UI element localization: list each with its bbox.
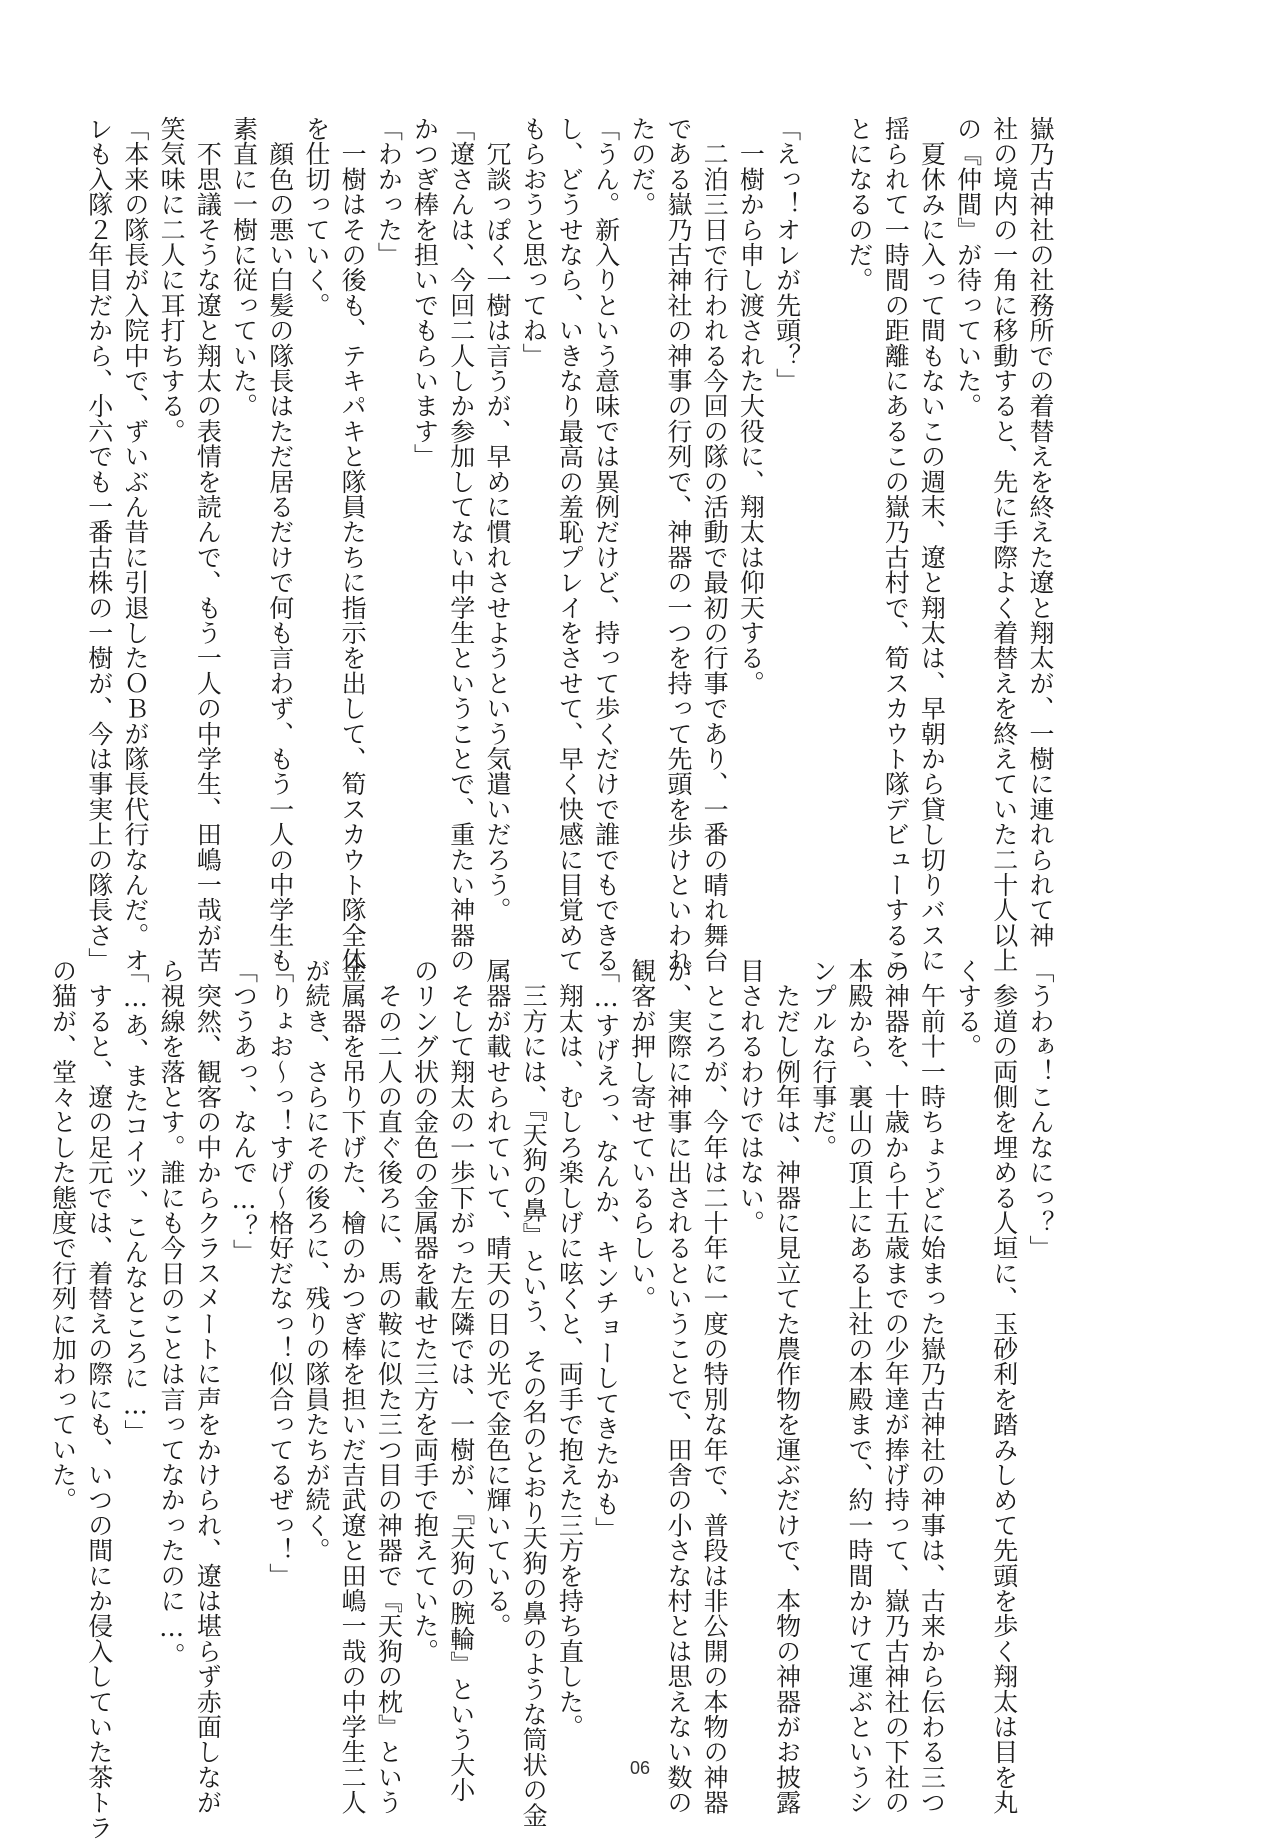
text-line: を仕切っていく。 <box>301 116 331 318</box>
text-line: 冗談っぽく一樹は言うが、早めに慣れさせようという気遣いだろう。 <box>482 116 512 923</box>
text-line: 「わかった」 <box>374 116 404 268</box>
text-line: の猫が、堂々とした態度で行列に加わっていた。 <box>48 958 78 1513</box>
text-line: 参道の両側を埋める人垣に、玉砂利を踏みしめて先頭を歩く翔太は目を丸 <box>989 958 1019 1815</box>
text-line: 一樹から申し渡された大役に、翔太は仰天する。 <box>736 116 766 696</box>
text-line: 素直に一樹に従っていた。 <box>229 116 259 419</box>
text-line: 午前十一時ちょうどに始まった嶽乃古神社の神事は、古来から伝わる三つ <box>917 958 947 1815</box>
text-line: 「本来の隊長が入院中で、ずいぶん昔に引退したＯＢが隊長代行なんだ。オ <box>120 116 150 973</box>
text-line: 三方には、『天狗の鼻』という、その名のとおり天狗の鼻のような筒状の金 <box>519 958 549 1828</box>
text-line: が続き、さらにその後ろに、残りの隊員たちが続く。 <box>301 958 331 1563</box>
text-line: 揺られて一時間の距離にあるこの嶽乃古村で、筍スカウト隊デビューするこ <box>881 116 911 973</box>
text-line: 不思議そうな遼と翔太の表情を読んで、もう一人の中学生、田嶋一哉が苦 <box>193 116 223 973</box>
text-line: 社の境内の一角に移動すると、先に手際よく着替えを終えていた二十人以上 <box>989 116 1019 973</box>
text-line: ンプルな行事だ。 <box>808 958 838 1160</box>
text-line: 「つうあっ、なんで…？」 <box>229 958 259 1265</box>
text-line: かつぎ棒を担いでもらいます」 <box>410 116 440 469</box>
text-line: とになるのだ。 <box>844 116 874 293</box>
text-line: 突然、観客の中からクラスメートに声をかけられ、遼は堪らず赤面しなが <box>193 958 223 1815</box>
text-line: 「遼さんは、今回二人しか参加してない中学生ということで、重たい神器の <box>446 116 476 973</box>
text-line: 一樹はその後も、テキパキと隊員たちに指示を出して、筍スカウト隊全体 <box>338 116 368 973</box>
text-line: ただし例年は、神器に見立てた農作物を運ぶだけで、本物の神器がお披露 <box>772 958 802 1815</box>
text-line: レも入隊２年目だから、小六でも一番古株の一樹が、今は事実上の隊長さ」 <box>84 116 114 973</box>
text-line: の『仲間』が待っていた。 <box>953 116 983 419</box>
text-line: し、どうせなら、いきなり最高の羞恥プレイをさせて、早く快感に目覚めて <box>555 116 585 973</box>
text-line: 「えっ！オレが先頭？」 <box>772 116 802 394</box>
text-line: 「うん。新入りという意味では異例だけど、持って歩くだけで誰でもできる <box>591 116 621 973</box>
text-line: そして翔太の一歩下がった左隣では、一樹が、『天狗の腕輪』という大小 <box>446 958 476 1803</box>
text-line: 顔色の悪い白髪の隊長はただ居るだけで何も言わず、もう一人の中学生も <box>265 116 295 973</box>
text-line: たのだ。 <box>627 116 657 217</box>
text-line: 本殿から、裏山の頂上にある上社の本殿まで、約一時間かけて運ぶというシ <box>844 958 874 1815</box>
page-number: 06 <box>629 1758 651 1778</box>
text-line: のリング状の金色の金属器を載せた三方を両手で抱えていた。 <box>410 958 440 1664</box>
text-line: もらおうと思ってね」 <box>519 116 549 368</box>
text-line: 「…あ、またコイツ、こんなところに…」 <box>120 958 150 1445</box>
text-line: 属器が載せられていて、晴天の日の光で金色に輝いている。 <box>482 958 512 1639</box>
text-line: 金属器を吊り下げた、檜のかつぎ棒を担いだ吉武遼と田嶋一哉の中学生二人 <box>338 958 368 1815</box>
text-line: の神器を、十歳から十五歳までの少年達が捧げ持って、嶽乃古神社の下社の <box>881 958 911 1815</box>
text-line: すると、遼の足元では、着替えの際にも、いつの間にか侵入していた茶トラ <box>84 958 114 1840</box>
text-line: 観客が押し寄せているらしい。 <box>627 958 657 1311</box>
text-line: くする。 <box>953 958 983 1059</box>
text-line: である嶽乃古神社の神事の行列で、神器の一つを持って先頭を歩けといわれ <box>663 116 693 973</box>
text-line: が、実際に神事に出されるということで、田舎の小さな村とは思えない数の <box>663 958 693 1815</box>
text-line: 笑気味に二人に耳打ちする。 <box>157 116 187 444</box>
text-line: 「うわぁ！こんなにっ？」 <box>1026 958 1055 1261</box>
text-line: その二人の直ぐ後ろに、馬の鞍に似た三つ目の神器で『天狗の枕』という <box>374 958 404 1815</box>
text-line: ところが、今年は二十年に一度の特別な年で、普段は非公開の本物の神器 <box>700 958 730 1815</box>
text-line: 「…すげえっ、なんか、キンチョーしてきたかも」 <box>591 958 621 1542</box>
text-line: ら視線を落とす。誰にも今日のことは言ってなかったのに…。 <box>157 958 187 1668</box>
text-line: 二泊三日で行われる今回の隊の活動で最初の行事であり、一番の晴れ舞台 <box>700 116 730 973</box>
text-line <box>805 116 841 836</box>
text-line: 「りょお～っ！すげ～格好だなっ！似合ってるぜっ！」 <box>265 958 295 1588</box>
text-line: 翔太は、むしろ楽しげに呟くと、両手で抱えた三方を持ち直した。 <box>555 958 585 1740</box>
text-block-top <box>84 116 1058 973</box>
text-line: 夏休みに入って間もないこの週末、遼と翔太は、早朝から貸し切りバスに <box>917 116 947 973</box>
text-line: 嶽乃古神社の社務所での着替えを終えた遼と翔太が、一樹に連れられて神 <box>1026 116 1055 948</box>
text-line: 目されるわけではない。 <box>736 958 766 1236</box>
